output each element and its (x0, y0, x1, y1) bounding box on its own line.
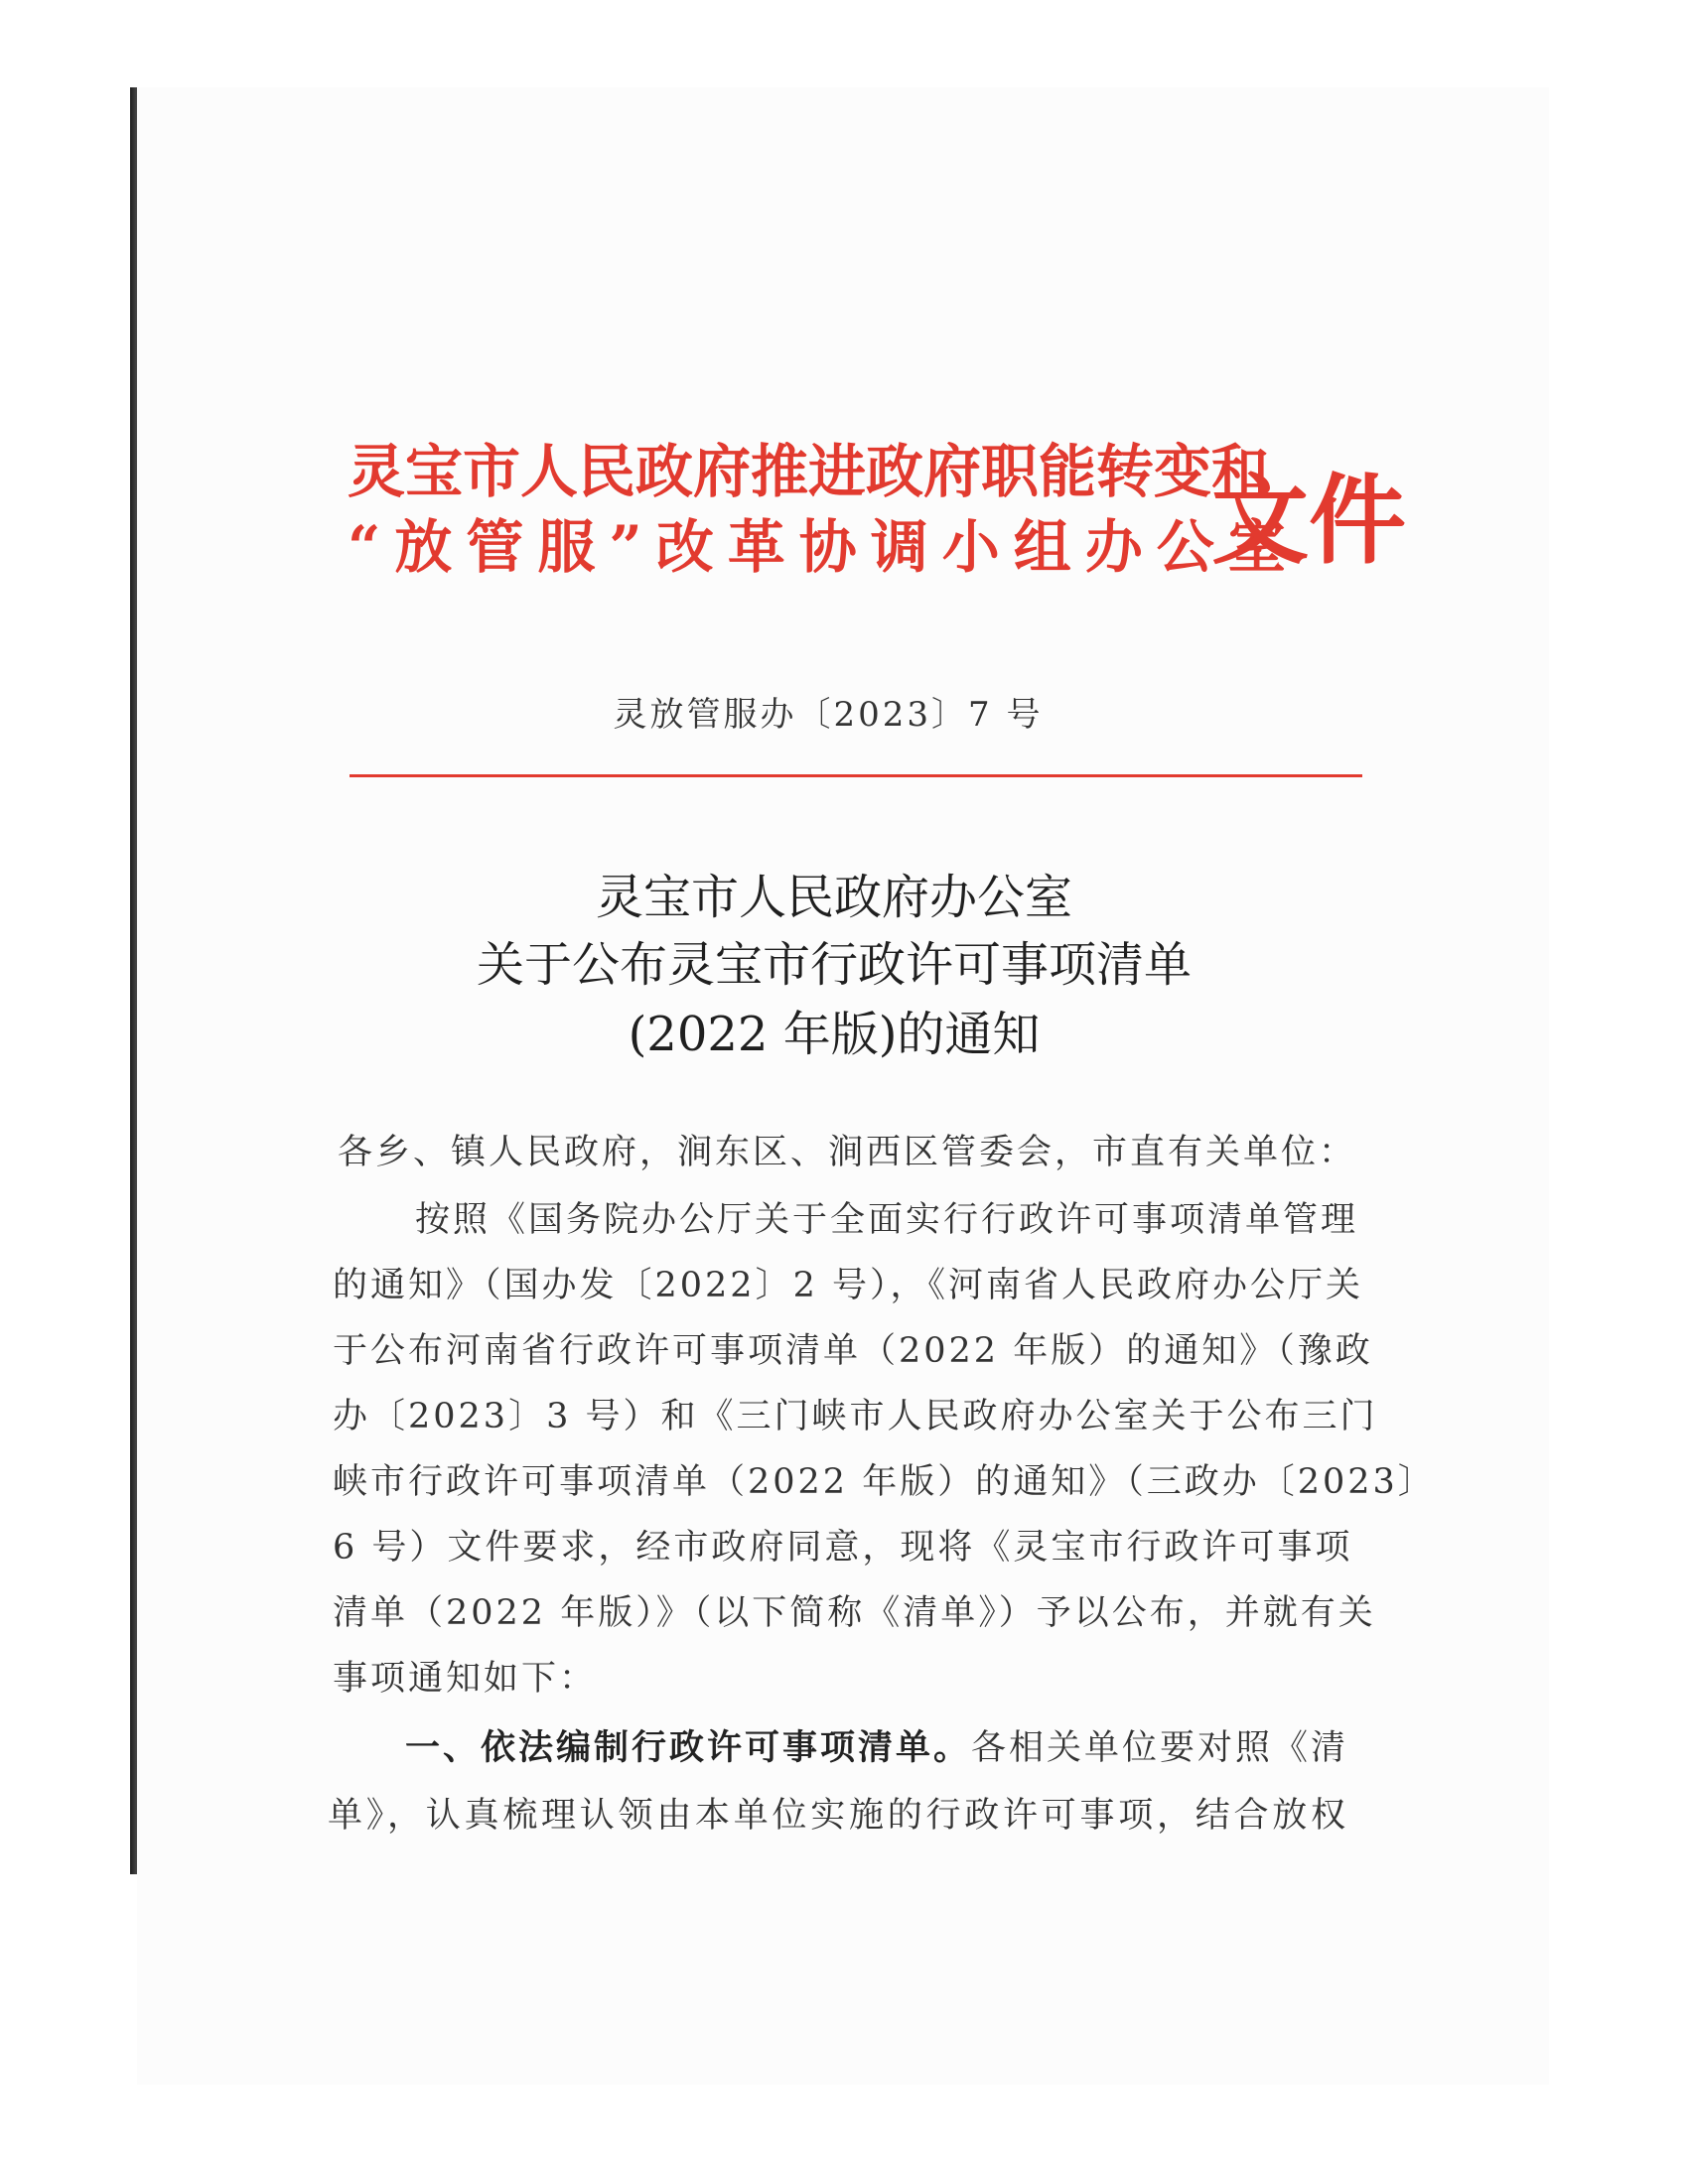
paragraph-line: 于公布河南省行政许可事项清单（2022 年版）的通知》（豫政 (333, 1331, 1373, 1371)
document-type-label: 文件 (1211, 464, 1407, 578)
document-number: 灵放管服办〔2023〕7 号 (613, 695, 1044, 735)
section-1-text: 各相关单位要对照《清 (971, 1728, 1349, 1768)
paragraph-line: 按照《国务院办公厅关于全面实行行政许可事项清单管理 (415, 1200, 1359, 1240)
red-separator-line (350, 774, 1362, 777)
authority-name-line-1: 灵宝市人民政府推进政府职能转变和 (348, 438, 1270, 505)
paragraph-line: 的通知》（国办发〔2022〕2 号），《河南省人民政府办公厅关 (333, 1266, 1363, 1305)
section-1-line-1 (405, 1715, 1349, 1781)
issuing-authority-header (348, 437, 1407, 606)
title-line-2: 关于公布灵宝市行政许可事项清单 (476, 937, 1192, 993)
salutation: 各乡、镇人民政府，涧东区、涧西区管委会，市直有关单位： (338, 1133, 1357, 1172)
section-1-heading: 一、依法编制行政许可事项清单。 (405, 1727, 972, 1768)
title-line-1: 灵宝市人民政府办公室 (595, 870, 1072, 925)
section-1-line-2: 单》，认真梳理认领由本单位实施的行政许可事项，结合放权 (328, 1796, 1348, 1836)
paragraph-line: 6 号）文件要求，经市政府同意，现将《灵宝市行政许可事项 (333, 1528, 1353, 1568)
paragraph-line: 峡市行政许可事项清单（2022 年版）的通知》（三政办〔2023〕 (333, 1462, 1436, 1502)
authority-name-line-2: “放管服”改革协调小组办公室 (348, 513, 1300, 581)
paragraph-line: 清单（2022 年版）》（以下简称《清单》）予以公布，并就有关 (333, 1593, 1376, 1633)
title-line-3: (2022 年版)的通知 (628, 1007, 1041, 1062)
paragraph-line: 事项通知如下： (333, 1659, 598, 1699)
paragraph-line: 办〔2023〕3 号）和《三门峡市人民政府办公室关于公布三门 (333, 1397, 1378, 1436)
